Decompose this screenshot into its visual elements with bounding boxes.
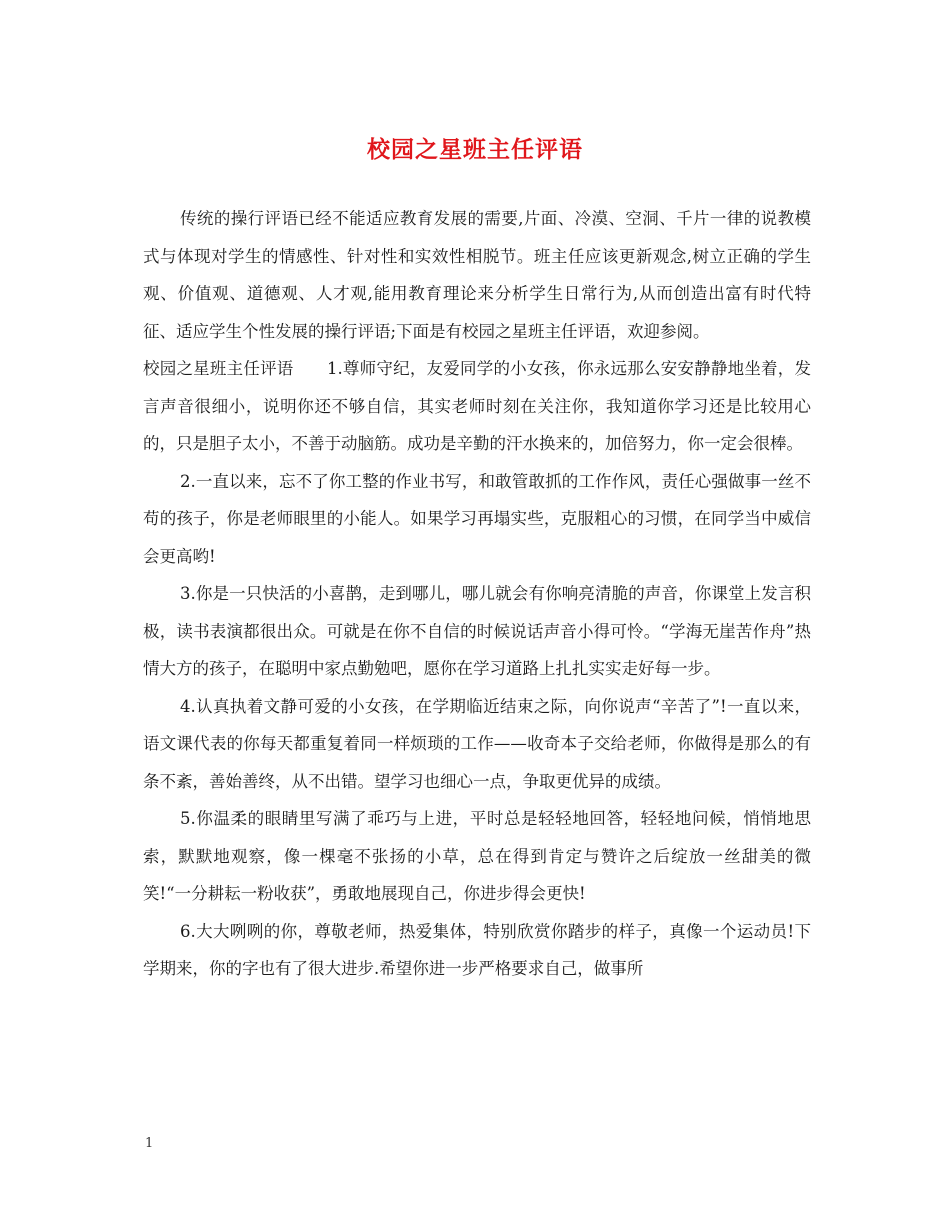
comment-paragraph-5: 5.你温柔的眼睛里写满了乖巧与上进，平时总是轻轻地回答，轻轻地问候，悄悄地思索，默默地观察，像一棵毫不张扬的小草，总在得到肯定与赞许之后绽放一丝甜美的微笑!“一分耕耘一粉收获”，勇敢地展现自己，你进步得会更快!	[143, 809, 811, 903]
comment-paragraph-4: 4.认真执着文静可爱的小女孩，在学期临近结束之际，向你说声“辛苦了”!一直以来，语文课代表的你每天都重复着同一样烦琐的工作——收奇本子交给老师，你做得是那么的有条不紊，善始善终，从不出错。望学习也细心一点，争取更优异的成绩。	[143, 696, 811, 791]
page-number: 1	[145, 1136, 154, 1151]
document-body	[143, 200, 811, 988]
document-title: 校园之星班主任评语	[367, 136, 583, 163]
comment-paragraph-6: 6.大大咧咧的你，尊敬老师，热爱集体，特别欣赏你踏步的样子，真像一个运动员!下学期来，你的字也有了很大进步.希望你进一步严格要求自己，做事所	[143, 921, 811, 978]
comment-paragraph-3: 3.你是一只快活的小喜鹊，走到哪儿，哪儿就会有你响亮清脆的声音，你课堂上发言积极，读书表演都很出众。可就是在你不自信的时候说话声音小得可怜。“学海无崖苦作舟”热情大方的孩子，在聪明中家点勤勉吧，愿你在学习道路上扎扎实实走好每一步。	[143, 584, 811, 678]
intro-paragraph: 传统的操行评语已经不能适应教育发展的需要,片面、冷漠、空洞、千片一律的说教模式与体现对学生的情感性、针对性和实效性相脱节。班主任应该更新观念,树立正确的学生观、价值观、道德观、人才观,能用教育理论来分析学生日常行为,从而创造出富有时代特征、适应学生个性发展的操行评语;下面是有校园之星班主任评语，欢迎参阅。	[143, 209, 811, 341]
comment-paragraph-2: 2.一直以来，忘不了你工整的作业书写，和敢管敢抓的工作作风，责任心强做事一丝不苟的孩子，你是老师眼里的小能人。如果学习再塌实些，克服粗心的习惯，在同学当中威信会更高哟!	[143, 471, 811, 566]
comment-paragraph-1: 校园之星班主任评语 1.尊师守纪，友爱同学的小女孩，你永远那么安安静静地坐着，发言声音很细小，说明你还不够自信，其实老师时刻在关注你，我知道你学习还是比较用心的，只是胆子太小，不善于动脑筋。成功是辛勤的汗水换来的，加倍努力，你一定会很棒。	[143, 359, 811, 453]
